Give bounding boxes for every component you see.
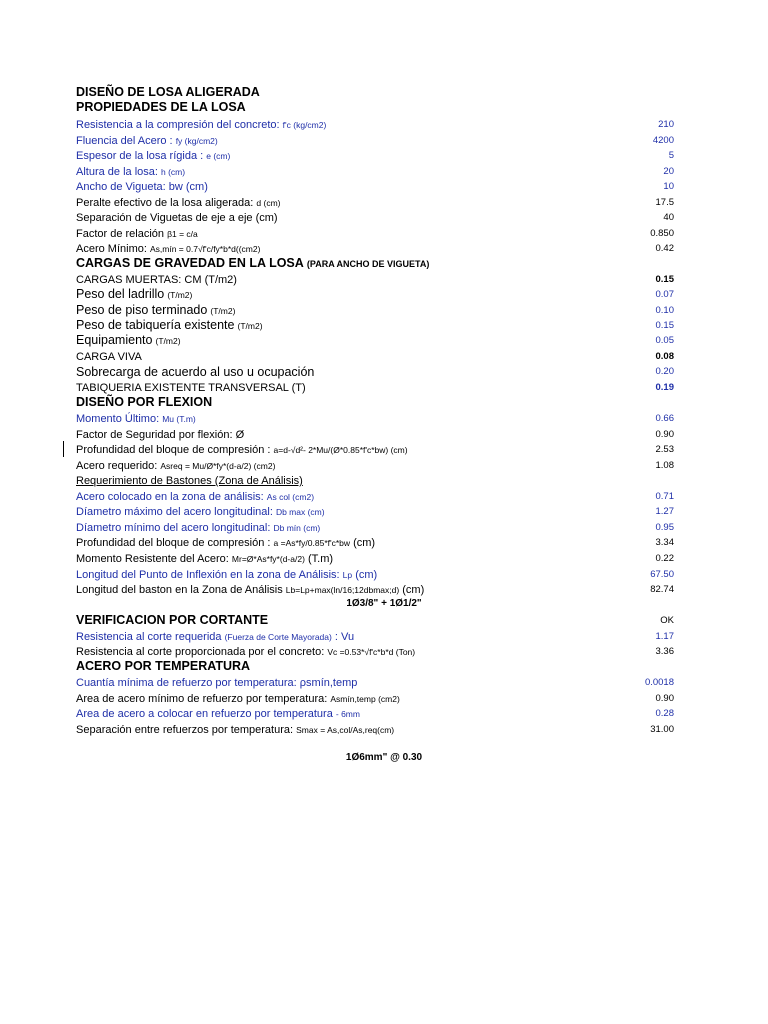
sub-factor: β1 = c/a [167, 229, 198, 239]
sub-acero-minimo: As,mín = 0.7√f'c/fy*b*d((cm2) [149, 244, 261, 254]
sub-peso-tabiqueria: (T/m2) [237, 321, 263, 331]
sub-fy: fy (kg/cm2) [175, 136, 218, 146]
value-cuantia-minima[interactable]: 0.0018 [644, 677, 674, 688]
value-fy[interactable]: 4200 [652, 135, 674, 146]
row-fy[interactable] [76, 132, 676, 148]
heading-cortante: VERIFICACION POR CORTANTE [76, 613, 269, 627]
row-factor-seguridad[interactable] [76, 426, 676, 442]
row-separacion[interactable] [76, 209, 676, 225]
label-momento-ultimo: Momento Último: [76, 413, 160, 425]
sub-acero-colocado: As col (cm2) [266, 492, 315, 502]
section-cortante [76, 612, 676, 628]
value-profundidad-bloque[interactable]: 2.53 [655, 444, 674, 455]
section-cargas [76, 255, 676, 271]
sub-fc: f'c (kg/cm2) [282, 120, 327, 130]
sub-longitud-baston: Lb=Lp+max(ln/16;12dbmax;d) [285, 585, 400, 595]
label-factor-seguridad: Factor de Seguridad por flexión: Ø [76, 429, 245, 441]
sub-equipamiento: (T/m2) [155, 336, 181, 346]
row-longitud-baston[interactable] [76, 581, 676, 597]
sub-peso-ladrillo: (T/m2) [167, 290, 193, 300]
value-fc[interactable]: 210 [658, 119, 674, 130]
label-sobrecarga: Sobrecarga de acuerdo al uso u ocupación [76, 365, 315, 379]
sub-separacion-refuerzos: Smax = As,col/As,req(cm) [296, 725, 395, 735]
row-peso-ladrillo[interactable] [76, 286, 676, 302]
section-flexion [76, 394, 676, 410]
row-diametro-maximo[interactable] [76, 503, 676, 519]
sub-profundidad-bloque-2: a =As*fy/0.85*f'c*bw [273, 538, 351, 548]
row-factor-relacion[interactable] [76, 225, 676, 241]
label-ancho-vigueta: Ancho de Vigueta: bw (cm) [76, 181, 208, 193]
value-profundidad-bloque-2[interactable]: 3.34 [655, 537, 674, 548]
sub-momento-ultimo: Mu (T.m) [162, 414, 196, 424]
label-fy: Fluencia del Acero : [76, 135, 173, 147]
title-row [76, 84, 676, 100]
value-cortante-ok[interactable]: OK [660, 615, 674, 626]
heading-flexion: DISEÑO POR FLEXION [76, 395, 213, 409]
row-bastones [76, 472, 676, 488]
value-acero-minimo[interactable]: 0.42 [655, 243, 674, 254]
sub-area-acero-colocar: - 6mm [335, 709, 360, 719]
heading-propiedades: PROPIEDADES DE LA LOSA [76, 100, 246, 114]
value-longitud-inflexion[interactable]: 67.50 [650, 569, 674, 580]
row-tabiqueria-transversal[interactable] [76, 379, 676, 395]
result-bastones: 1Ø3/8" + 1Ø1/2" [346, 598, 422, 609]
value-ancho-vigueta[interactable]: 10 [663, 181, 674, 192]
section-propiedades [76, 99, 676, 115]
value-area-acero-minimo[interactable]: 0.90 [655, 693, 674, 704]
value-peso-ladrillo[interactable]: 0.07 [655, 289, 674, 300]
value-separacion[interactable]: 40 [663, 212, 674, 223]
label-factor: Factor de relación [76, 228, 165, 240]
label-peso-ladrillo: Peso del ladrillo [76, 287, 165, 301]
label-fc: Resistencia a la compresión del concreto: [76, 119, 280, 131]
row-carga-viva[interactable] [76, 348, 676, 364]
row-profundidad-bloque-2[interactable] [76, 534, 676, 550]
row-ancho-vigueta[interactable] [76, 178, 676, 194]
row-altura[interactable] [76, 163, 676, 179]
sub-resistencia-requerida: (Fuerza de Corte Mayorada) [224, 632, 332, 642]
tail-resistencia-requerida: : Vu [334, 631, 355, 643]
value-momento-resistente[interactable]: 0.22 [655, 553, 674, 564]
sub-cargas-muertas: CM (T/m2) [184, 274, 237, 286]
tail-longitud-baston: (cm) [402, 584, 425, 596]
heading-cargas: CARGAS DE GRAVEDAD EN LA LOSA [76, 256, 304, 270]
tail-longitud-inflexion: (cm) [355, 569, 378, 581]
sub-peralte: d (cm) [256, 198, 281, 208]
label-profundidad-bloque: Profundidad del bloque de compresión : [76, 444, 271, 456]
heading-cargas-note: (PARA ANCHO DE VIGUETA) [306, 259, 430, 269]
sub-diametro-maximo: Db max (cm) [275, 507, 325, 517]
sub-profundidad-bloque: a=d-√d²- 2*Mu/(Ø*0.85*f'c*bw) (cm) [273, 445, 408, 455]
row-cargas-muertas[interactable] [76, 271, 676, 287]
text-cursor [63, 441, 64, 457]
row-resistencia-requerida[interactable] [76, 628, 676, 644]
label-profundidad-bloque-2: Profundidad del bloque de compresión : [76, 537, 271, 549]
value-resistencia-requerida[interactable]: 1.17 [655, 631, 674, 642]
label-area-acero-minimo: Area de acero mínimo de refuerzo por temperatura: [76, 693, 328, 705]
row-cuantia-minima[interactable] [76, 674, 676, 690]
value-altura[interactable]: 20 [663, 166, 674, 177]
value-espesor[interactable]: 5 [668, 150, 674, 161]
row-sobrecarga[interactable] [76, 363, 676, 379]
label-separacion-refuerzos: Separación entre refuerzos por temperatura: [76, 724, 294, 736]
label-espesor: Espesor de la losa rígida : [76, 150, 204, 162]
sub-area-acero-minimo: Asmín,temp (cm2) [330, 694, 400, 704]
value-factor-seguridad[interactable]: 0.90 [655, 429, 674, 440]
value-acero-requerido[interactable]: 1.08 [655, 460, 674, 471]
value-peso-piso[interactable]: 0.10 [655, 305, 674, 316]
label-resistencia-requerida: Resistencia al corte requerida [76, 631, 222, 643]
row-acero-minimo[interactable] [76, 240, 676, 256]
value-resistencia-concreto[interactable]: 3.36 [655, 646, 674, 657]
value-equipamiento[interactable]: 0.05 [655, 335, 674, 346]
label-bastones: Requerimiento de Bastones (Zona de Análisis) [76, 475, 303, 487]
title-diseno-losa: DISEÑO DE LOSA ALIGERADA [76, 85, 260, 99]
sub-espesor: e (cm) [206, 151, 231, 161]
row-momento-resistente[interactable] [76, 550, 676, 566]
label-acero-colocado: Acero colocado en la zona de análisis: [76, 491, 264, 503]
sub-momento-resistente: Mr=Ø*As*fy*(d-a/2) [231, 554, 305, 564]
row-area-acero-minimo[interactable] [76, 690, 676, 706]
value-diametro-maximo[interactable]: 1.27 [655, 506, 674, 517]
row-longitud-inflexion[interactable] [76, 566, 676, 582]
tail-momento-resistente: (T.m) [307, 553, 334, 565]
label-peralte: Peralte efectivo de la losa aligerada: [76, 197, 254, 209]
value-tabiqueria-transversal[interactable]: 0.19 [655, 382, 674, 393]
value-area-acero-colocar[interactable]: 0.28 [655, 708, 674, 719]
label-equipamiento: Equipamiento [76, 333, 153, 347]
value-carga-viva[interactable]: 0.08 [655, 351, 674, 362]
label-longitud-inflexion: Longitud del Punto de Inflexión en la zona de Análisis: [76, 569, 340, 581]
label-diametro-maximo: Díametro máximo del acero longitudinal: [76, 506, 273, 518]
label-longitud-baston: Longitud del baston en la Zona de Análisis [76, 584, 283, 596]
label-tabiqueria-transversal: TABIQUERIA EXISTENTE TRANSVERSAL (T) [76, 382, 306, 394]
value-separacion-refuerzos[interactable]: 31.00 [650, 724, 674, 735]
value-longitud-baston[interactable]: 82.74 [650, 584, 674, 595]
label-peso-piso: Peso de piso terminado [76, 303, 208, 317]
label-area-acero-colocar: Area de acero a colocar en refuerzo por temperatura [76, 708, 333, 720]
heading-temperatura: ACERO POR TEMPERATURA [76, 659, 251, 673]
sub-resistencia-concreto: Vc =0.53*√f'c*b*d (Ton) [327, 647, 416, 657]
value-factor[interactable]: 0.850 [650, 228, 674, 239]
label-cuantia-minima: Cuantía mínima de refuerzo por temperatura: ρsmín,temp [76, 677, 358, 689]
value-sobrecarga[interactable]: 0.20 [655, 366, 674, 377]
label-cargas-muertas: CARGAS MUERTAS: [76, 274, 182, 286]
row-momento-ultimo[interactable] [76, 410, 676, 426]
row-separacion-refuerzos[interactable] [76, 721, 676, 737]
label-diametro-minimo: Díametro mínimo del acero longitudinal: [76, 522, 271, 534]
result-temperatura: 1Ø6mm" @ 0.30 [345, 752, 423, 763]
row-peralte[interactable] [76, 194, 676, 210]
row-peso-piso[interactable] [76, 302, 676, 318]
section-temperatura [76, 658, 676, 674]
label-acero-minimo: Acero Mínimo: [76, 243, 147, 255]
label-acero-requerido: Acero requerido: [76, 460, 158, 472]
sub-altura: h (cm) [161, 167, 186, 177]
value-peso-tabiqueria[interactable]: 0.15 [655, 320, 674, 331]
value-acero-colocado[interactable]: 0.71 [655, 491, 674, 502]
value-cargas-muertas[interactable]: 0.15 [655, 274, 674, 285]
row-peso-tabiqueria[interactable] [76, 317, 676, 333]
row-acero-colocado[interactable] [76, 488, 676, 504]
row-profundidad-bloque[interactable] [76, 441, 676, 457]
label-peso-tabiqueria: Peso de tabiquería existente [76, 318, 235, 332]
sub-diametro-minimo: Db mín (cm) [273, 523, 321, 533]
row-equipamiento[interactable] [76, 332, 676, 348]
sub-peso-piso: (T/m2) [210, 306, 236, 316]
tail-profundidad-bloque-2: (cm) [353, 537, 376, 549]
sub-acero-requerido: Asreq = Mu/Ø*fy*(d-a/2) (cm2) [160, 461, 276, 471]
value-peralte[interactable]: 17.5 [655, 197, 674, 208]
sub-longitud-inflexion: Lp [342, 570, 353, 580]
row-acero-requerido[interactable] [76, 457, 676, 473]
row-espesor[interactable] [76, 147, 676, 163]
value-momento-ultimo[interactable]: 0.66 [655, 413, 674, 424]
label-resistencia-concreto: Resistencia al corte proporcionada por el concreto: [76, 646, 325, 658]
row-resistencia-concreto[interactable] [76, 643, 676, 659]
value-diametro-minimo[interactable]: 0.95 [655, 522, 674, 533]
label-altura: Altura de la losa: [76, 166, 158, 178]
label-momento-resistente: Momento Resistente del Acero: [76, 553, 229, 565]
label-carga-viva: CARGA VIVA [76, 351, 142, 363]
row-area-acero-colocar[interactable] [76, 705, 676, 721]
row-diametro-minimo[interactable] [76, 519, 676, 535]
label-separacion: Separación de Viguetas de eje a eje (cm) [76, 212, 278, 224]
row-fc[interactable] [76, 116, 676, 132]
